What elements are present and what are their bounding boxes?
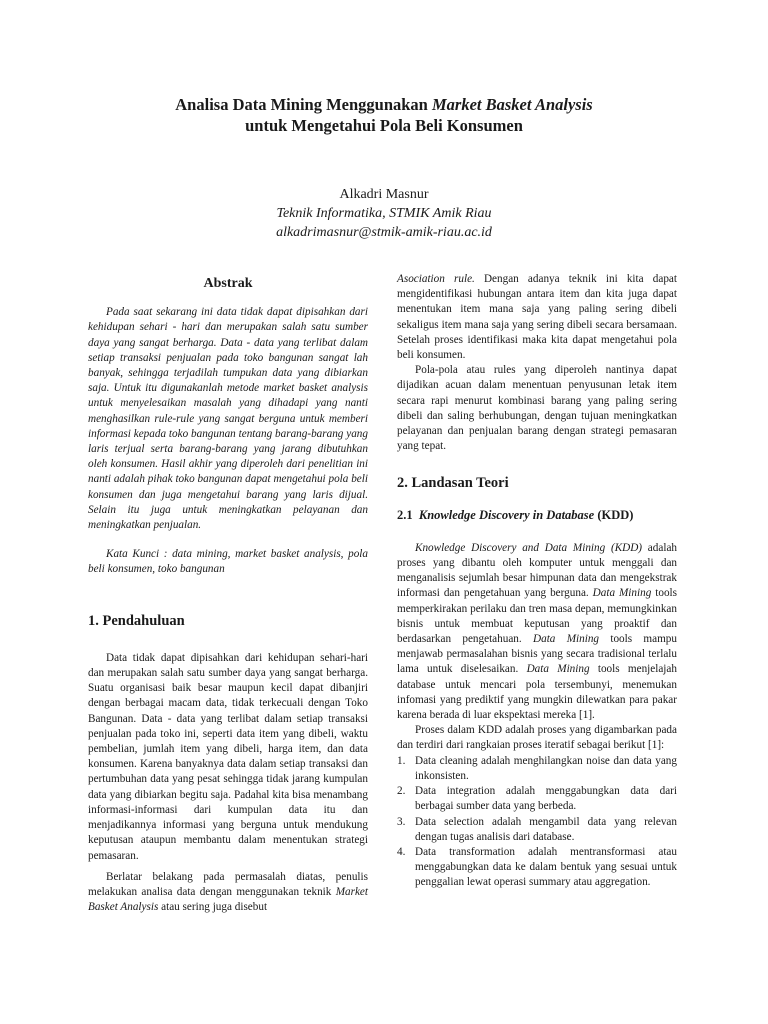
section-2-heading: 2. Landasan Teori (397, 475, 509, 492)
title-italic: Market Basket Analysis (431, 95, 593, 114)
left-column (88, 272, 368, 915)
right-column (397, 272, 677, 891)
list-item: 2. Data integration adalah menggabungkan data dari berbagai sumber data yang berbeda. (397, 785, 677, 813)
section-1-paragraph-1: Data tidak dapat dipisahkan dari kehidupan sehari-hari dan merupakan salah satu sumber daya yang sangat berharga. Suatu organisasi baik besar maupun kecil dapat dibanjiri dengan berbagai macam data, tidak terkecuali dengan Toko Bangunan. Data - data yang terlibat dalam setiap transaksi penjualan pada toko ini, seperti data item yang dibeli, waktu pembelian, jumlah item yang dibeli, harga item, dan data konsumen. Karena banyaknya data dalam setiap transaksi dan pertumbuhan data yang pesat sehingga tidak jarang kumpulan data yang dibiarkan begitu saja. Padahal kita bisa menambang informasi-informasi dari kumpulan data itu dan menjadikannya informasi yang berguna untuk mendukung keputusan ataupun membantu dalam menentukan strategi pemasaran. (88, 651, 368, 862)
section-1-paragraph-2: Berlatar belakang pada permasalah diatas, penulis melakukan analisa data dengan menggunakan teknik Market Basket Analysis atau sering juga disebut (88, 870, 368, 914)
author-block (60, 185, 708, 242)
author-affiliation: Teknik Informatika, STMIK Amik Riau (276, 206, 492, 221)
author-email: alkadrimasnur@stmik-amik-riau.ac.id (276, 225, 492, 240)
list-item: 1. Data cleaning adalah menghilangkan noise dan data yang inkonsisten. (397, 754, 677, 782)
abstract-heading: Abstrak (203, 276, 253, 291)
right-paragraph-2: Pola-pola atau rules yang diperoleh nantinya dapat dijadikan acuan dalam menentuan penyusunan letak item secara rapi menurut kombinasi barang yang paling sering dibeli dan saling berhubungan, dengan tujuan meningkatkan pelayanan dan penjualan barang dengan strategi pemasaran yang tepat. (397, 364, 677, 453)
right-paragraph-1: Asociation rule. Dengan adanya teknik ini kita dapat mengidentifikasi hubungan antara item dan kita juga dapat menentukan item mana saja yang paling sering dibeli sekaligus item mana saja yang sering dibeli secara bersamaan. Setelah proses identifikasi maka kita dapat mengetahui pola beli konsumen. (397, 273, 677, 362)
kdd-steps-list (397, 754, 677, 891)
keywords: Kata Kunci : data mining, market basket analysis, pola beli konsumen, toko bangunan (88, 548, 368, 576)
paper-title (60, 94, 708, 136)
title-line-2: untuk Mengetahui Pola Beli Konsumen (245, 116, 523, 135)
kdd-paragraph: Knowledge Discovery and Data Mining (KDD) adalah proses yang dibantu oleh komputer untuk menggali dan menganalisis sejumlah besar himpunan data dan mengekstrak informasi dan pengetahuan yang berguna. Data Mining tools memperkirakan perilaku dan tren masa depan, memungkinkan bisnis untuk membuat keputusan yang proaktif dan berdasarkan pengetahuan. Data Mining tools mampu menjawab permasalahan bisnis yang secara tradisional terlalu lama untuk diselesaikan. Data Mining tools menjelajah database untuk mencari pola tersembunyi, menemukan infomasi yang prediktif yang mungkin dilewatkan para pakar karena berada di luar ekspektasi mereka [1]. (397, 541, 677, 722)
process-intro: Proses dalam KDD adalah proses yang digambarkan pada dan terdiri dari rangkaian proses iteratif sebagai berikut [1]: (397, 724, 677, 752)
section-1-heading: 1. Pendahuluan (88, 612, 185, 629)
title-line-1: Analisa Data Mining Menggunakan Market Basket Analysis (175, 95, 593, 114)
list-item: 4. Data transformation adalah mentransformasi atau menggabungkan data ke dalam bentuk yang sesuai untuk penggalian lewat operasi summary atau aggregation. (397, 845, 677, 889)
list-item: 3. Data selection adalah mengambil data yang relevan dengan tugas analisis dari database. (397, 815, 677, 843)
subsection-2-1-heading: 2.1 Knowledge Discovery in Database (KDD) (397, 507, 634, 522)
abstract-body: Pada saat sekarang ini data tidak dapat dipisahkan dari kehidupan sehari - hari dan merupakan salah satu sumber daya yang sangat berharga. Data - data yang terlibat dalam setiap transaksi penjualan pada toko bangunan sangat lah banyak, sehingga terjadilah tumpukan data yang dibiarkan saja. Untuk itu digunakanlah metode market basket analysis untuk menyelesaikan masalah yang dihadapi yang nanti menghasilkan rule-rule yang sangat berguna untuk memberi informasi kepada toko bangunan tentang barang-barang yang laris terjual serta barang-barang yang jarang dibutuhkan oleh konsumen. Hasil akhir yang diperoleh dari penelitian ini nanti adalah pihak toko bangunan dapat mengetahui pola beli konsumen dan juga mengetahui barang yang laris dijual. Selain itu juga untuk meningkatkan pelayanan dan meningkatkan penjualan. (88, 306, 368, 532)
author-name: Alkadri Masnur (339, 187, 429, 202)
